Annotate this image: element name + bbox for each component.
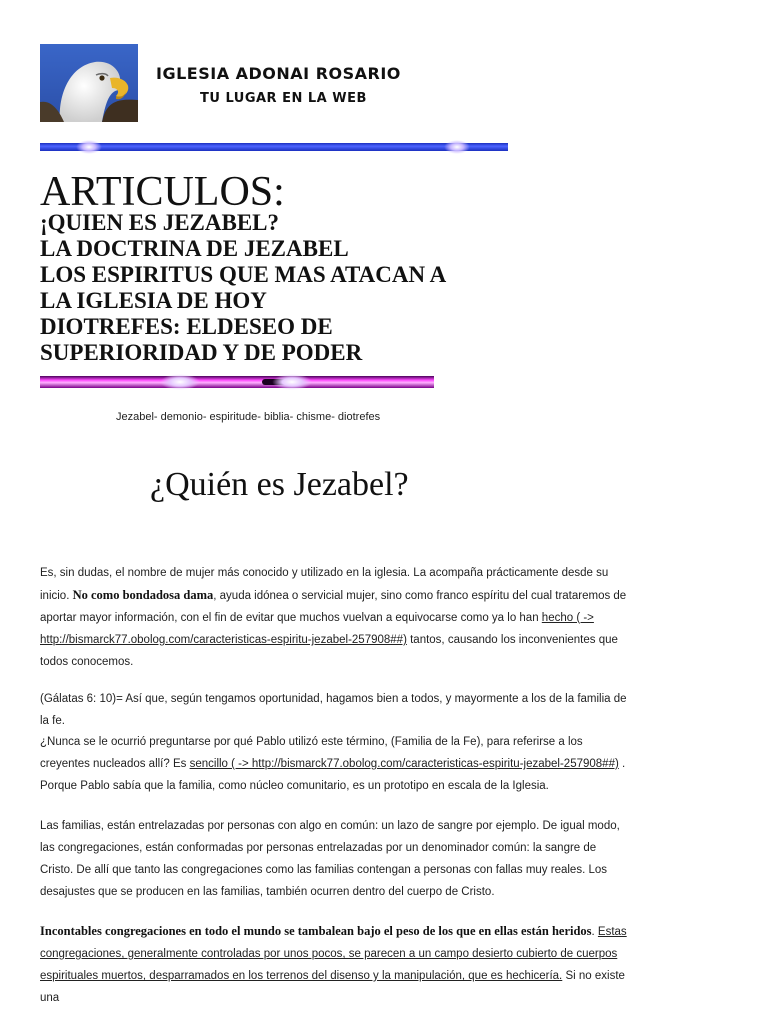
paragraph-2: (Gálatas 6: 10)= Así que, según tengamos oportunidad, hagamos bien a todos, y mayormente a los de la familia de la fe. — [40, 693, 627, 727]
article-title: ¿Quién es Jezabel? — [150, 466, 409, 503]
header-divider — [40, 143, 508, 151]
paragraph-text: ¿Nunca se le ocurrió preguntarse por qué Pablo utilizó este término, (Familia de la Fe), para referirse a los creyentes nucleados allí? Es — [40, 736, 583, 770]
article-link[interactable]: LOS ESPIRITUS QUE MAS ATACAN A LA IGLESIA DE HOY — [40, 262, 445, 313]
site-title: IGLESIA ADONAI ROSARIO — [156, 64, 401, 83]
paragraph-text: Si no existe una — [40, 970, 625, 1004]
section-divider — [40, 376, 434, 388]
paragraph-3 — [40, 731, 630, 797]
article-link[interactable]: ¡QUIEN ES JEZABEL? — [40, 210, 280, 235]
divider-sparkle — [444, 140, 470, 154]
keywords-line: Jezabel- demonio- espiritude- biblia- chisme- diotrefes — [116, 411, 381, 423]
paragraph-1 — [40, 562, 630, 673]
paragraph-text: . Porque Pablo sabía que la familia, como núcleo comunitario, es un prototipo en escala de la Iglesia. — [40, 758, 626, 792]
page-heading: ARTICULOS: — [40, 169, 285, 215]
eagle-icon — [40, 44, 138, 122]
underlined-text: Estas congregaciones, generalmente controladas por unos pocos, se parecen a un campo desierto cubierto de cuerpos espirituales muertos, desparramados en los terrenos del disenso y la manipulación, que es hechicería. — [40, 926, 627, 982]
paragraph-4: Las familias, están entrelazadas por personas con algo en común: un lazo de sangre por ejemplo. De igual modo, las congregaciones, están conformadas por personas entrelazadas por un denominador común: la sangre de Cristo. De allí que tanto las congregaciones como las familias contengan a personas con fallas muy reales. Los desajustes que se producen en las familias, también ocurren dentro del cuerpo de Cristo. — [40, 820, 620, 898]
divider-sparkle — [272, 374, 312, 390]
divider-sparkle — [76, 140, 102, 154]
divider-sparkle — [160, 374, 200, 390]
reference-link[interactable]: hecho ( -> http://bismarck77.obolog.com/caracteristicas-espiritu-jezabel-257908##) — [40, 612, 594, 646]
paragraph-text: Es, sin dudas, el nombre de mujer más conocido y utilizado en la iglesia. La acompaña prácticamente desde su inicio. — [40, 567, 609, 602]
article-link[interactable]: LA DOCTRINA DE JEZABEL — [40, 236, 349, 261]
bold-text: No como bondadosa dama — [72, 588, 214, 602]
site-tagline: TU LUGAR EN LA WEB — [200, 91, 367, 106]
paragraph-text: tantos, causando los inconvenientes que todos conocemos. — [40, 634, 618, 668]
reference-link[interactable]: sencillo ( -> http://bismarck77.obolog.com/caracteristicas-espiritu-jezabel-257908##) — [189, 758, 619, 770]
eagle-logo — [40, 44, 138, 122]
paragraph-5 — [40, 920, 630, 1009]
paragraph-text: . — [591, 926, 598, 938]
bold-text: Incontables congregaciones en todo el mundo se tambalean bajo el peso de los que en ellas están heridos — [40, 924, 592, 938]
article-link[interactable]: DIOTREFES: ELDESEO DE SUPERIORIDAD Y DE PODER — [40, 314, 363, 365]
paragraph-text: , ayuda idónea o servicial mujer, sino como franco espíritu del cual trataremos de aportar mayor información, con el fin de evitar que muchos vuelvan a equivocarse como ya lo han — [40, 590, 627, 624]
article-list — [40, 210, 460, 366]
